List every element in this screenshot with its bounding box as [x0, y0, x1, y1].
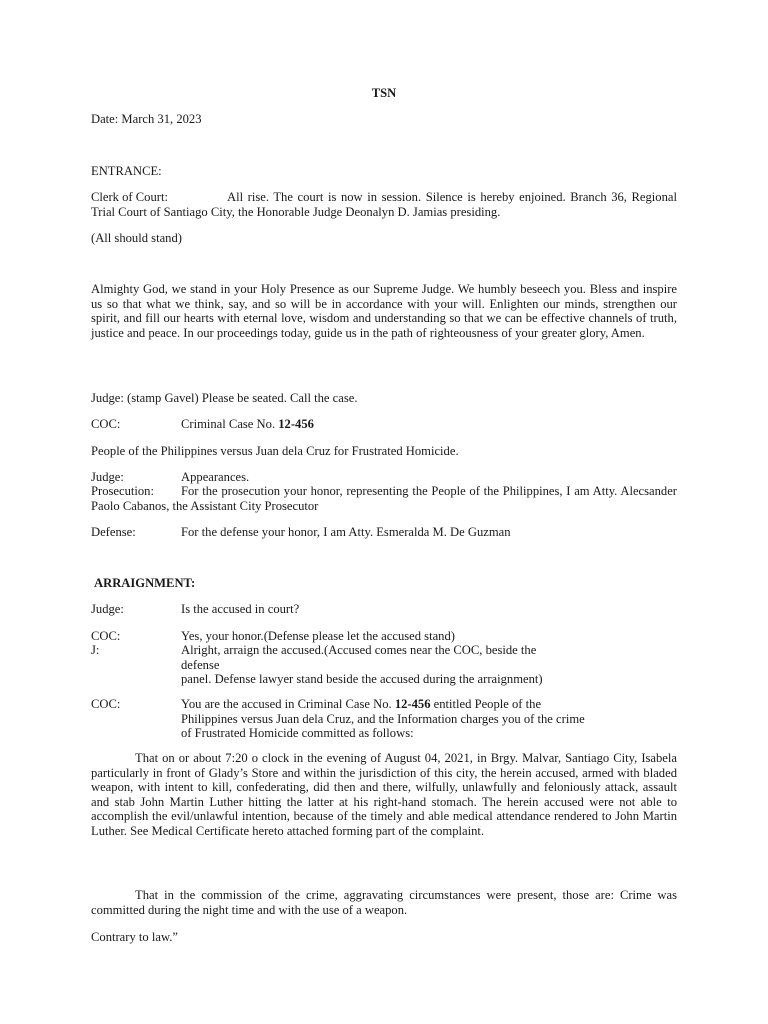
coc-case-line: [91, 417, 677, 432]
coc2-line-2: Philippines versus Juan dela Cruz, and the Information charges you of the crime: [181, 711, 585, 726]
coc2-case-number: 12-456: [394, 697, 431, 711]
document-title: TSN: [371, 86, 397, 100]
arraignment-coc2-text: [181, 697, 677, 741]
arraignment-judge-line: [91, 602, 677, 617]
clerk-announcement: [91, 190, 677, 219]
clerk-label: Clerk of Court:: [91, 190, 168, 204]
defense-text: For the defense your honor, I am Atty. Esmeralda M. De Guzman: [181, 525, 511, 539]
defense-appearance: [91, 525, 677, 540]
arraignment-judge-text: Is the accused in court?: [181, 602, 300, 616]
prosecution-text: For the prosecution your honor, representing the People of the Philippines, I am Atty. Alecsander Paolo Cabanos, the Assistant City Prosecutor: [91, 484, 677, 513]
j-line-1: Alright, arraign the accused.(Accused comes near the COC, beside the: [181, 643, 537, 657]
j-line-2: defense: [181, 657, 220, 672]
prosecution-appearance: [91, 484, 677, 513]
arraignment-j-label: J:: [91, 643, 100, 657]
judge-appearances-text: Appearances.: [181, 470, 250, 484]
clerk-text: All rise. The court is now in session. Silence is hereby enjoined. Branch 36, Regional Trial Court of Santiago City, the Honorable Judge Deonalyn D. Jamias presiding.: [91, 190, 677, 219]
opening-prayer: Almighty God, we stand in your Holy Presence as our Supreme Judge. We humbly beseech you. Bless and inspire us so that what we think, say, and so will be in accordance with your will. Enlighten our minds, strengthen our spirit, and fill our hearts with eternal love, wisdom and understanding so that we can be effective channels of truth, justice and peace. In our proceedings today, guide us in the path of righteousness of your greater glory, Amen.: [91, 282, 677, 340]
coc2-line-1: [181, 697, 677, 712]
coc2-line-3: of Frustrated Homicide committed as follows:: [181, 726, 414, 741]
case-title: People of the Philippines versus Juan dela Cruz for Frustrated Homicide.: [91, 444, 459, 458]
arraignment-coc-text: Yes, your honor.(Defense please let the accused stand): [181, 629, 455, 643]
coc-label: COC:: [91, 417, 121, 431]
defense-label: Defense:: [91, 525, 136, 539]
judge-label: Judge:: [91, 470, 124, 484]
stand-note: (All should stand): [91, 231, 182, 245]
arraignment-coc2-label: COC:: [91, 697, 121, 711]
aggravating-paragraph: That in the commission of the crime, aggravating circumstances were present, those are: Crime was committed during the night time and with the use of a weapon.: [91, 888, 677, 917]
coc-case-text: [181, 417, 677, 432]
judge-appearances-line: [91, 470, 677, 485]
entrance-heading: ENTRANCE:: [91, 164, 162, 178]
date-line: Date: March 31, 2023: [91, 112, 202, 126]
arraignment-coc-label: COC:: [91, 629, 121, 643]
j-line-3: panel. Defense lawyer stand beside the accused during the arraignment): [181, 672, 543, 687]
coc2-line-1-suffix: entitled People of the: [430, 697, 542, 711]
information-paragraph: That on or about 7:20 o clock in the evening of August 04, 2021, in Brgy. Malvar, Santiago City, Isabela particularly in front of Glady’s Store and within the jurisdiction of this city, the herein accused, armed with bladed weapon, with intent to kill, confederating, did then and there, wilfully, unlawfully and feloniously attack, assault and stab John Martin Luther hitting the latter at his right-hand stomach. The herein accused were not able to accomplish the evil/unlawful intention, because of the timely and able medical attendance rendered to John Martin Luther. See Medical Certificate hereto attached forming part of the complaint.: [91, 751, 677, 838]
judge-call-line: Judge: (stamp Gavel) Please be seated. Call the case.: [91, 391, 358, 405]
arraignment-coc2-line: [91, 697, 677, 741]
case-number: 12-456: [278, 417, 314, 431]
arraignment-j-text: [181, 643, 677, 687]
arraignment-heading: ARRAIGNMENT:: [94, 576, 196, 590]
case-prefix: Criminal Case No.: [181, 417, 279, 431]
arraignment-judge-label: Judge:: [91, 602, 124, 616]
coc2-line-1-prefix: You are the accused in Criminal Case No.: [181, 697, 395, 711]
arraignment-coc-line: [91, 629, 677, 644]
arraignment-j-line: [91, 643, 677, 687]
contrary-line: Contrary to law.”: [91, 930, 178, 944]
prosecution-label: Prosecution:: [91, 484, 154, 498]
